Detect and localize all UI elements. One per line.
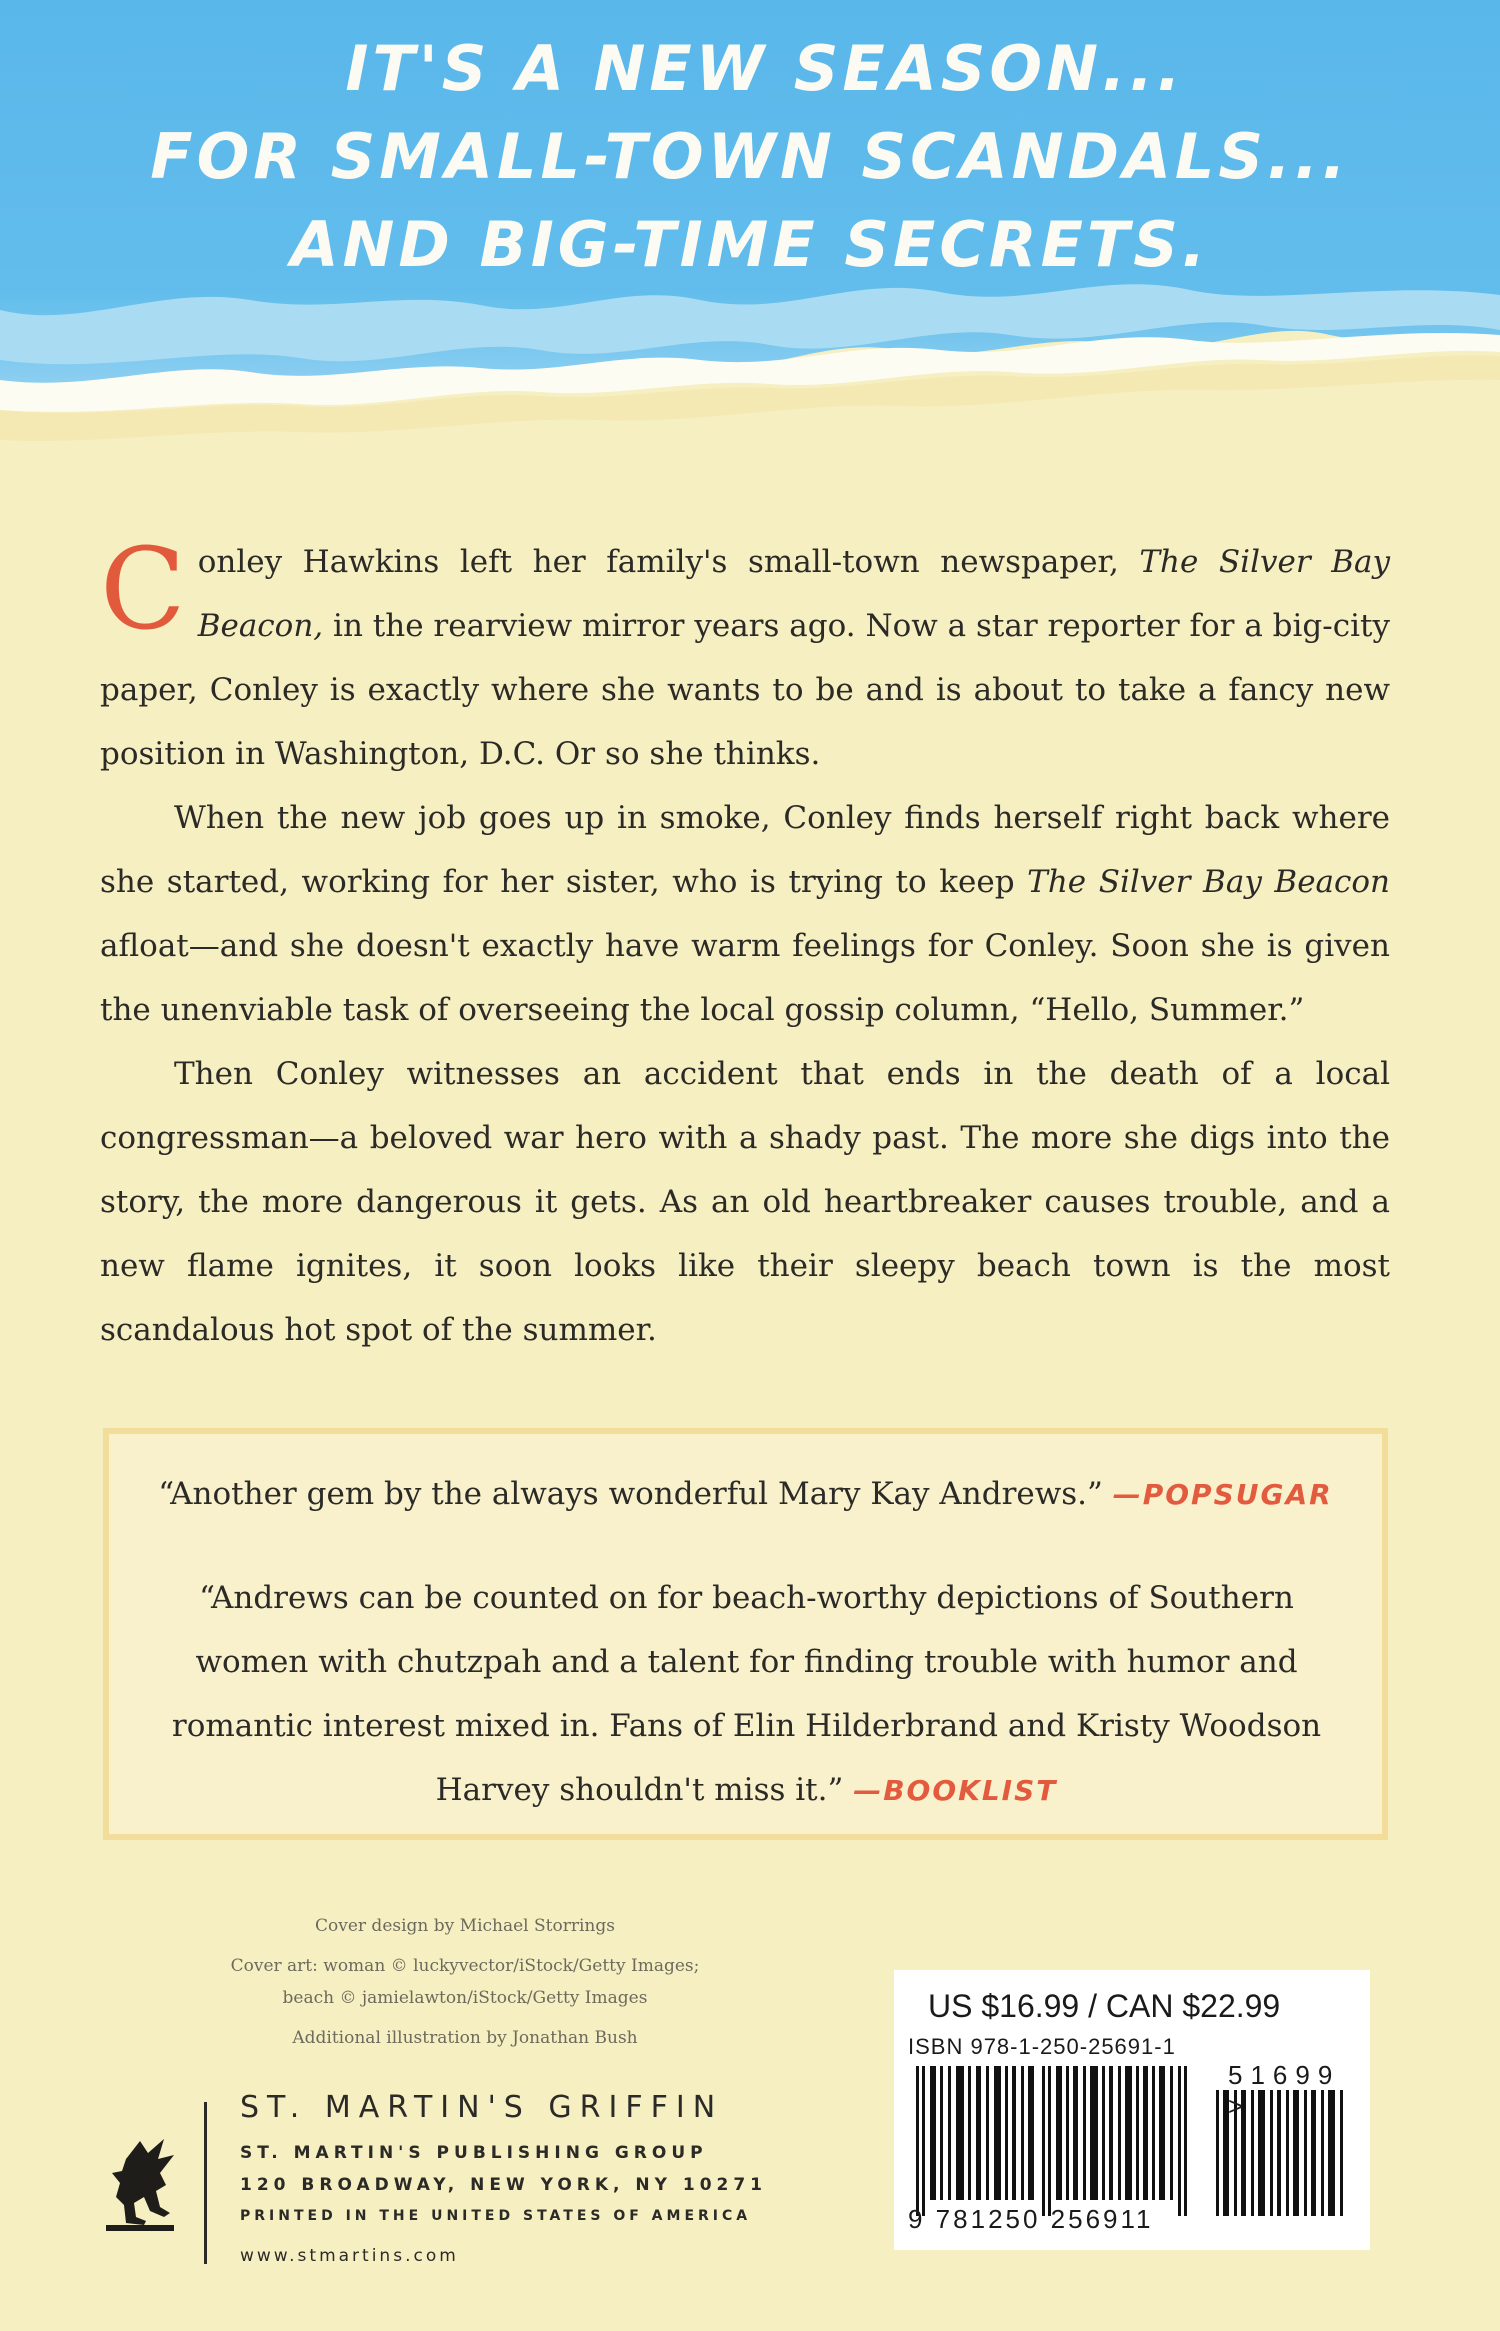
review-quote (169, 1566, 1324, 1823)
tagline-line-1: IT'S A NEW SEASON... (345, 32, 1185, 105)
publisher-name: ST. MARTIN'S GRIFFIN (240, 2090, 724, 2125)
quote-source: —POPSUGAR (1112, 1478, 1333, 1511)
credit-illustration: Additional illustration by Jonathan Bush (292, 2028, 638, 2048)
synopsis-paragraph-2 (100, 786, 1390, 1042)
credit-art-line-1: Cover art: woman © luckyvector/iStock/Getty Images; (230, 1956, 700, 1976)
book-synopsis (100, 525, 1391, 1362)
barcode-label (894, 1970, 1370, 2250)
printed-in: PRINTED IN THE UNITED STATES OF AMERICA (240, 2208, 752, 2224)
ean-digits: 9 781250 256911 (908, 2204, 1154, 2234)
isbn: ISBN 978-1-250-25691-1 (908, 2034, 1176, 2059)
addon-digits: 51699 > (1228, 2060, 1341, 2121)
review-quotes-box (103, 1428, 1388, 1840)
tagline-line-3: AND BIG-TIME SECRETS. (290, 208, 1210, 281)
synopsis-text: in the rearview mirror years ago. Now a star reporter for a big-city paper, Conley is exactly where she wants to be and is about to take a fancy new position in Washington, D.C. Or so she thinks. (100, 608, 1390, 772)
quote-text: “Andrews can be counted on for beach-worthy depictions of Southern women with chutzpah and a talent for finding trouble with humor and romantic interest mixed in. Fans of Elin Hilderbrand and Kristy Woodson Harvey shouldn't miss it.” (171, 1580, 1322, 1808)
publisher-website: www.stmartins.com (240, 2246, 459, 2266)
publisher-address: 120 BROADWAY, NEW YORK, NY 10271 (240, 2175, 768, 2195)
review-quote (109, 1470, 1382, 1519)
synopsis-text: afloat—and she doesn't exactly have warm feelings for Conley. Soon she is given the unenviable task of overseeing the local gossip column, “Hello, Summer.” (100, 928, 1390, 1028)
credit-art-line-2: beach © jamielawton/iStock/Getty Images (282, 1988, 648, 2008)
newspaper-title: The Silver Bay Beacon, (197, 544, 1391, 644)
synopsis-paragraph-3: Then Conley witnesses an accident that ends in the death of a local congressman—a beloved war hero with a shady past. The more she digs into the story, the more dangerous it gets. As an old heartbreaker causes trouble, and a new flame ignites, it soon looks like their sleepy beach town is the most scandalous hot spot of the summer. (100, 1056, 1390, 1348)
drop-cap: C (100, 525, 186, 655)
tagline (0, 25, 1500, 289)
price: US $16.99 / CAN $22.99 (928, 1988, 1281, 2024)
credit-design: Cover design by Michael Storrings (315, 1916, 615, 1936)
tagline-line-2: FOR SMALL-TOWN SCANDALS... (150, 120, 1350, 193)
synopsis-paragraph-1 (100, 525, 1391, 786)
publisher-group: ST. MARTIN'S PUBLISHING GROUP (240, 2143, 708, 2163)
cover-credits (150, 1910, 780, 2054)
synopsis-text: When the new job goes up in smoke, Conley finds herself right back where she started, working for her sister, who is trying to keep (100, 800, 1390, 900)
publisher-block (100, 2088, 820, 2268)
griffin-icon (100, 2133, 180, 2233)
quote-text: “Another gem by the always wonderful Mary Kay Andrews.” (158, 1476, 1103, 1512)
publisher-divider (204, 2102, 207, 2264)
newspaper-title: The Silver Bay Beacon (1027, 864, 1391, 900)
ean-barcode (908, 2066, 1208, 2216)
synopsis-text: onley Hawkins left her family's small-town newspaper, (197, 544, 1140, 580)
quote-source: —BOOKLIST (853, 1774, 1058, 1807)
